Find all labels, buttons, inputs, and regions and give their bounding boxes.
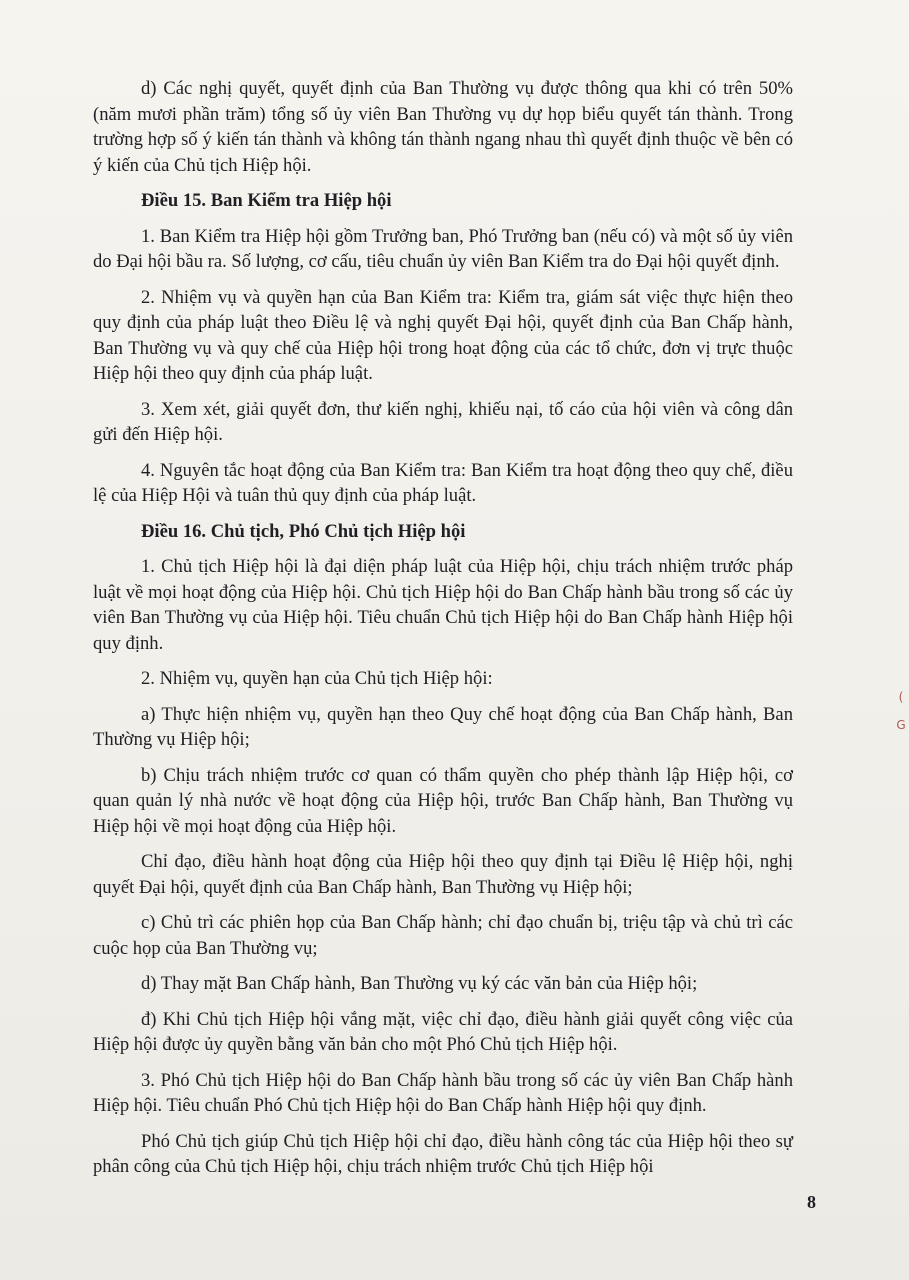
paragraph-16-2c: c) Chủ trì các phiên họp của Ban Chấp hành; chỉ đạo chuẩn bị, triệu tập và chủ trì các cuộc họp của Ban Thường vụ; xyxy=(93,912,793,959)
paragraph-16-1: 1. Chủ tịch Hiệp hội là đại diện pháp luật của Hiệp hội, chịu trách nhiệm trước pháp luật về mọi hoạt động của Hiệp hội. Chủ tịch Hiệp hội do Ban Chấp hành bầu trong số các ủy viên Ban Thường vụ của Hiệp hội. Tiêu chuẩn Chủ tịch Hiệp hội do Ban Chấp hành Hiệp hội quy định. xyxy=(93,556,793,654)
paragraph-16-2dd: đ) Khi Chủ tịch Hiệp hội vắng mặt, việc chỉ đạo, điều hành giải quyết công việc của Hiệp hội được ủy quyền bằng văn bản cho một Phó Chủ tịch Hiệp hội. xyxy=(93,1008,793,1055)
paragraph-15-2: 2. Nhiệm vụ và quyền hạn của Ban Kiểm tra: Kiểm tra, giám sát việc thực hiện theo quy định của pháp luật theo Điều lệ và nghị quyết Đại hội, quyết định của Ban Chấp hành, Ban Thường vụ và quy chế của Hiệp hội trong hoạt động của các tổ chức, đơn vị trực thuộc Hiệp hội theo quy định của pháp luật. xyxy=(93,286,793,384)
edge-marks xyxy=(893,690,909,810)
document-body xyxy=(93,76,793,1190)
paragraph-16-2b: b) Chịu trách nhiệm trước cơ quan có thẩm quyền cho phép thành lập Hiệp hội, cơ quan quản lý nhà nước về hoạt động của Hiệp hội, trước Ban Chấp hành, Ban Thường vụ Hiệp hội về mọi hoạt động của Hiệp hội. xyxy=(93,764,793,837)
article-15-heading: Điều 15. Ban Kiểm tra Hiệp hội xyxy=(141,190,392,211)
paragraph-16-2d: d) Thay mặt Ban Chấp hành, Ban Thường vụ ký các văn bản của Hiệp hội; xyxy=(141,973,698,994)
paragraph-16-3-vice-chair: Phó Chủ tịch giúp Chủ tịch Hiệp hội chỉ đạo, điều hành công tác của Hiệp hội theo sự phân công của Chủ tịch Hiệp hội, chịu trách nhiệm trước Chủ tịch Hiệp hội xyxy=(93,1130,793,1177)
paragraph-14d-resolutions: d) Các nghị quyết, quyết định của Ban Thường vụ được thông qua khi có trên 50% (năm mươi phần trăm) tổng số ủy viên Ban Thường vụ dự họp biểu quyết tán thành. Trong trường hợp số ý kiến tán thành và không tán thành ngang nhau thì quyết định thuộc về bên có ý kiến của Chủ tịch Hiệp hội. xyxy=(93,78,793,176)
article-16-heading: Điều 16. Chủ tịch, Phó Chủ tịch Hiệp hội xyxy=(141,520,466,542)
page-number: 8 xyxy=(807,1192,816,1212)
paragraph-15-1: 1. Ban Kiểm tra Hiệp hội gồm Trưởng ban, Phó Trưởng ban (nếu có) và một số ủy viên do Đại hội bầu ra. Số lượng, cơ cấu, tiêu chuẩn ủy viên Ban Kiểm tra do Đại hội quyết định. xyxy=(93,225,793,272)
edge-mark: G xyxy=(896,718,906,732)
paragraph-16-3: 3. Phó Chủ tịch Hiệp hội do Ban Chấp hành bầu trong số các ủy viên Ban Chấp hành Hiệp hội. Tiêu chuẩn Phó Chủ tịch Hiệp hội do Ban Chấp hành Hiệp hội quy định. xyxy=(93,1069,793,1116)
paragraph-15-3: 3. Xem xét, giải quyết đơn, thư kiến nghị, khiếu nại, tố cáo của hội viên và công dân gửi đến Hiệp hội. xyxy=(93,398,793,445)
paragraph-16-2b-direction: Chỉ đạo, điều hành hoạt động của Hiệp hội theo quy định tại Điều lệ Hiệp hội, nghị quyết Đại hội, quyết định của Ban Chấp hành, Ban Thường vụ Hiệp hội; xyxy=(93,851,793,898)
paragraph-16-2a: a) Thực hiện nhiệm vụ, quyền hạn theo Quy chế hoạt động của Ban Chấp hành, Ban Thường vụ Hiệp hội; xyxy=(93,703,793,750)
paragraph-15-4: 4. Nguyên tắc hoạt động của Ban Kiểm tra: Ban Kiểm tra hoạt động theo quy chế, điều lệ của Hiệp Hội và tuân thủ quy định của pháp luật. xyxy=(93,459,793,506)
paragraph-16-2: 2. Nhiệm vụ, quyền hạn của Chủ tịch Hiệp hội: xyxy=(141,668,493,689)
edge-mark: ( xyxy=(898,690,904,704)
